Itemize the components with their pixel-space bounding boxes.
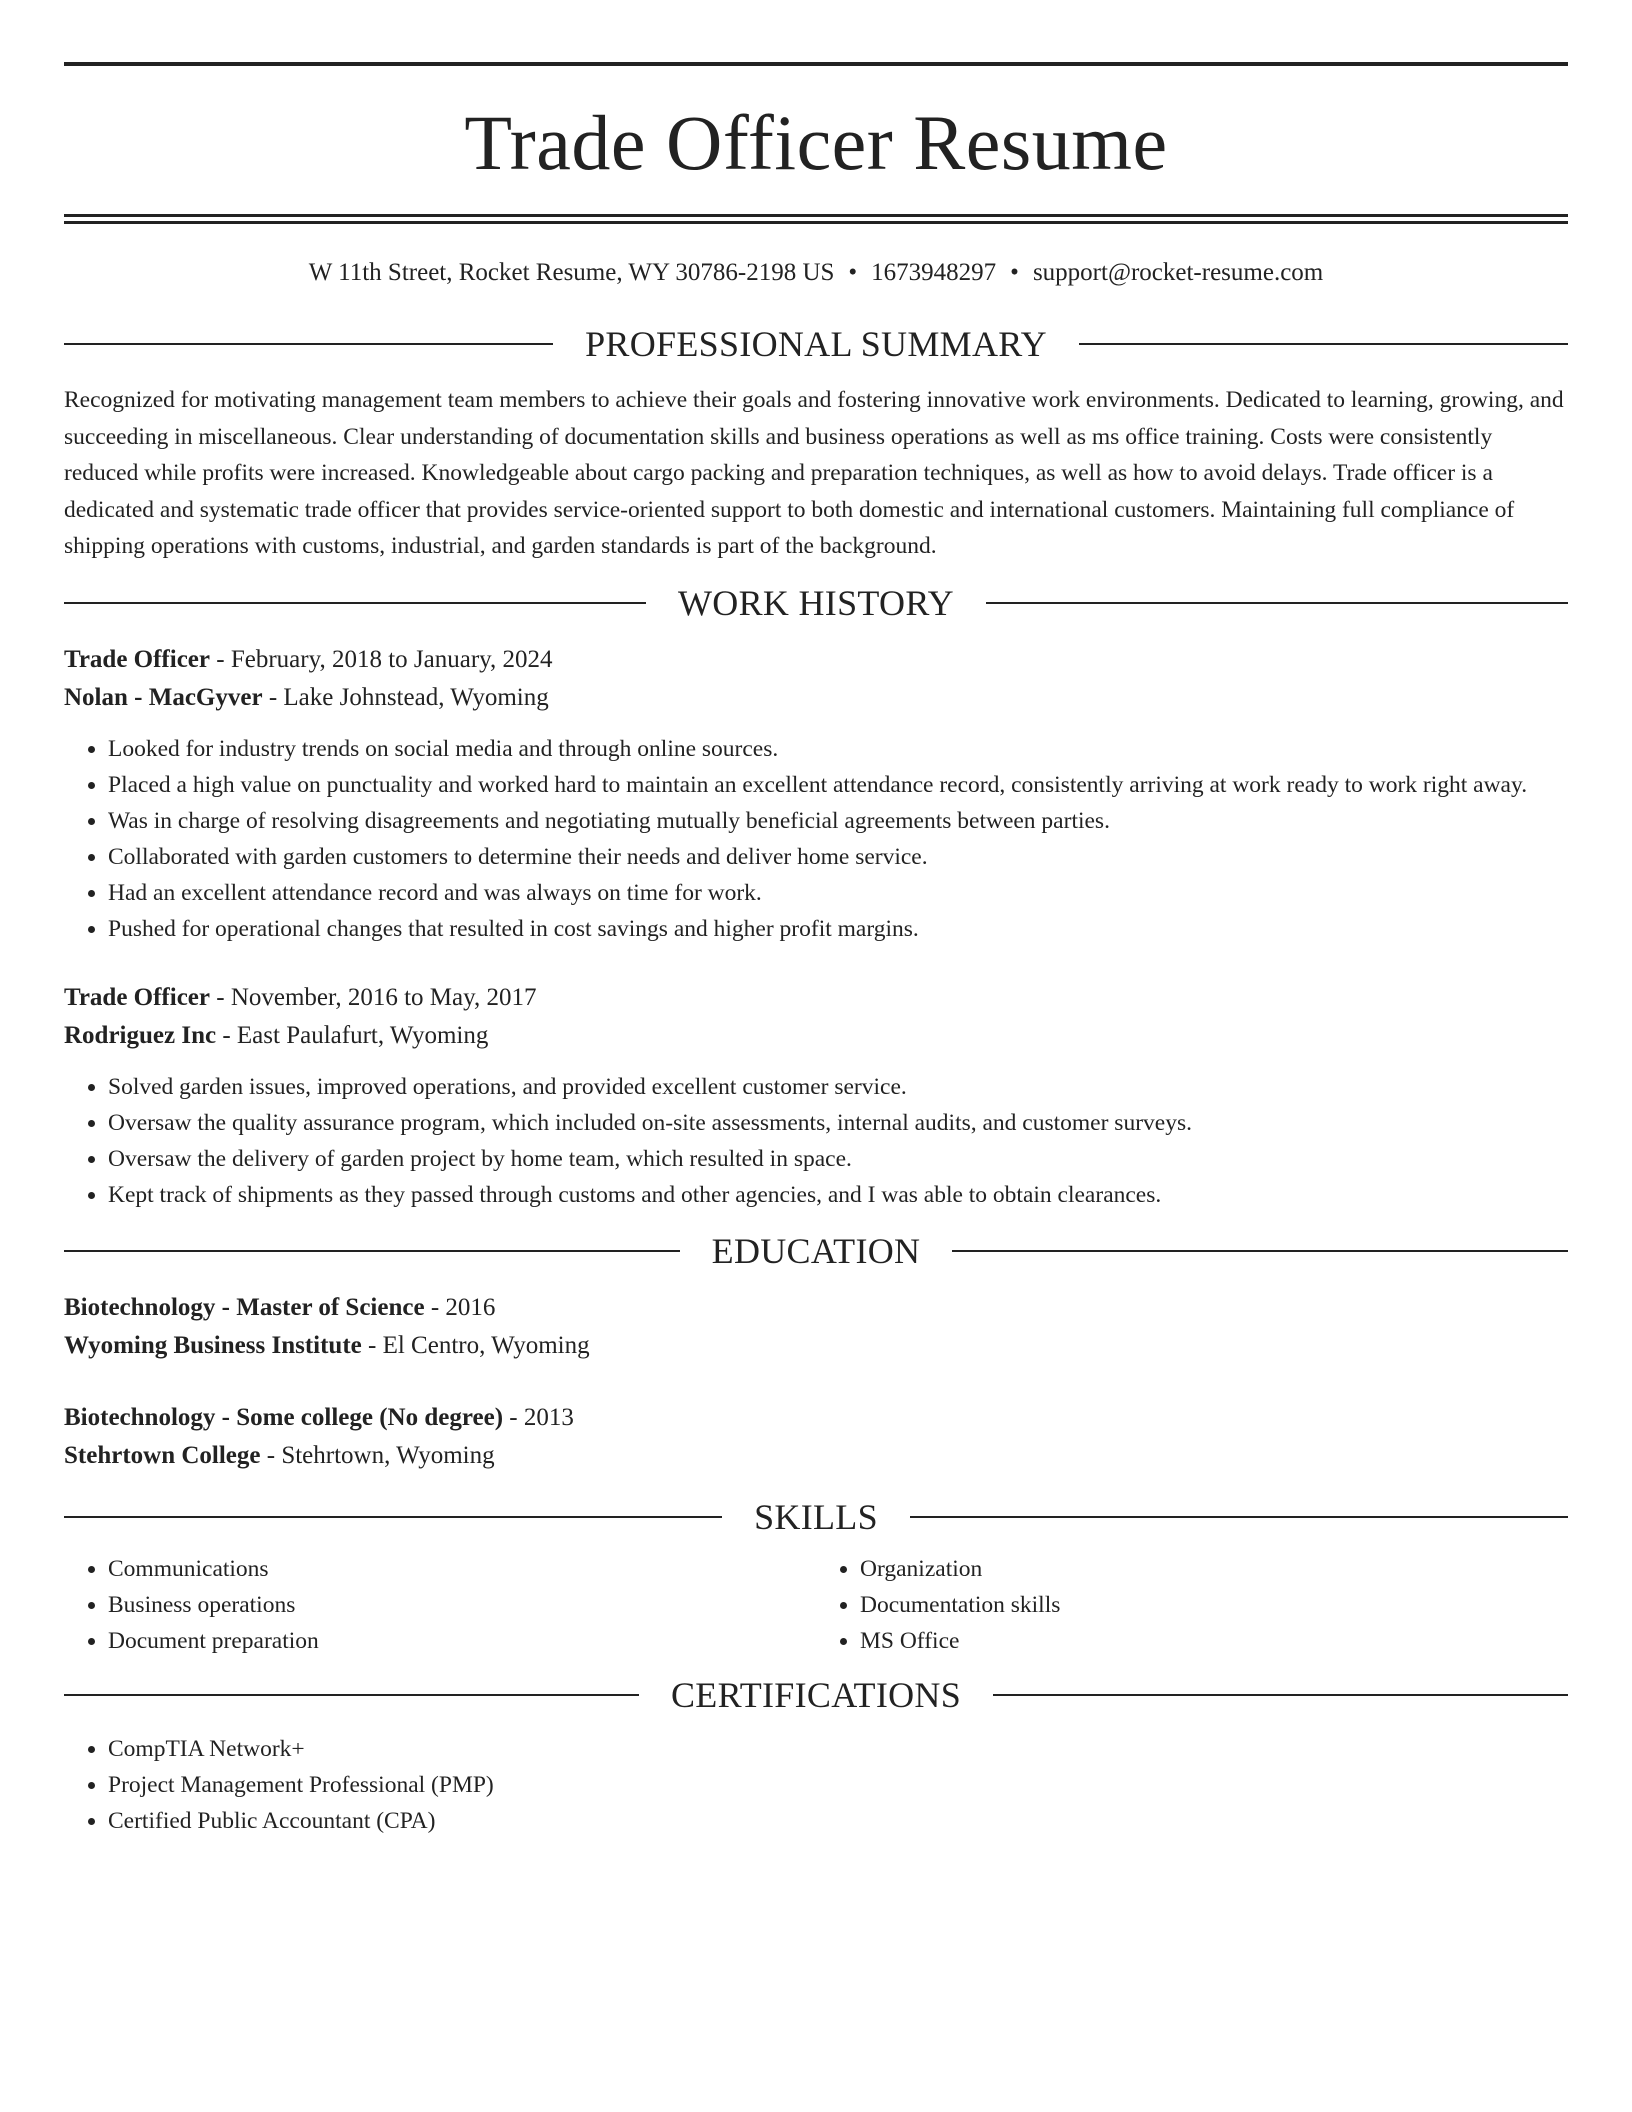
heading-rule	[986, 602, 1568, 604]
certification-item: • CompTIA Network+	[108, 1731, 1568, 1767]
job-dates: - February, 2018 to January, 2024	[210, 645, 553, 673]
list-item: • Looked for industry trends on social media and through online sources.	[108, 731, 1568, 767]
education-degree-line	[64, 1399, 1568, 1437]
contact-address: W 11th Street, Rocket Resume, WY 30786-2198 US	[308, 259, 835, 286]
job-title-line	[64, 979, 1568, 1017]
list-item: • Oversaw the quality assurance program, which included on-site assessments, internal audits, and customer surveys.	[108, 1105, 1568, 1141]
list-item: • Solved garden issues, improved operations, and provided excellent customer service.	[108, 1069, 1568, 1105]
job-bullets	[64, 1069, 1568, 1213]
certification-item: • Certified Public Accountant (CPA)	[108, 1803, 1568, 1839]
job-title-line	[64, 641, 1568, 679]
job-dates: - November, 2016 to May, 2017	[210, 983, 537, 1011]
section-title: CERTIFICATIONS	[670, 1674, 962, 1715]
education-degree: Biotechnology - Some college (No degree)	[64, 1403, 504, 1431]
job-role: Trade Officer	[64, 645, 210, 673]
job-location: - East Paulafurt, Wyoming	[216, 1021, 489, 1049]
list-item: • Placed a high value on punctuality and worked hard to maintain an excellent attendance record, consistently arriving at work ready to work right away.	[108, 767, 1568, 803]
education-degree: Biotechnology - Master of Science	[64, 1293, 425, 1321]
education-entry	[64, 1399, 1568, 1475]
skills-list-left	[64, 1551, 816, 1659]
contact-separator: •	[1010, 259, 1019, 286]
section-heading-skills	[64, 1496, 1568, 1537]
heading-rule	[64, 343, 553, 345]
top-rule	[64, 62, 1568, 66]
job-entry	[64, 641, 1568, 947]
section-title: WORK HISTORY	[678, 582, 954, 623]
heading-rule	[1079, 343, 1568, 345]
contact-line	[64, 258, 1568, 288]
education-school-line	[64, 1437, 1568, 1475]
section-heading-education	[64, 1230, 1568, 1271]
job-company: Nolan - MacGyver	[64, 683, 263, 711]
education-school-line	[64, 1327, 1568, 1365]
job-company: Rodriguez Inc	[64, 1021, 217, 1049]
education-year: - 2013	[503, 1403, 574, 1431]
skill-item: • Document preparation	[108, 1623, 816, 1659]
certification-item: • Project Management Professional (PMP)	[108, 1767, 1568, 1803]
education-school: Stehrtown College	[64, 1441, 261, 1469]
contact-email: support@rocket-resume.com	[1032, 259, 1324, 286]
list-item: • Collaborated with garden customers to determine their needs and deliver home service.	[108, 839, 1568, 875]
skills-grid	[64, 1551, 1568, 1659]
list-item: • Pushed for operational changes that resulted in cost savings and higher profit margins.	[108, 911, 1568, 947]
list-item: • Was in charge of resolving disagreements and negotiating mutually beneficial agreements between parties.	[108, 803, 1568, 839]
skill-item: • Documentation skills	[860, 1587, 1568, 1623]
job-company-line	[64, 1017, 1568, 1055]
section-heading-summary	[64, 326, 1568, 362]
job-role: Trade Officer	[64, 983, 210, 1011]
section-title: PROFESSIONAL SUMMARY	[585, 324, 1047, 364]
education-entry	[64, 1289, 1568, 1365]
education-location: - El Centro, Wyoming	[361, 1331, 590, 1359]
page-title: Trade Officer Resume	[464, 99, 1168, 186]
skills-list-right	[816, 1551, 1568, 1659]
job-company-line	[64, 679, 1568, 717]
list-item: • Had an excellent attendance record and was always on time for work.	[108, 875, 1568, 911]
heading-rule	[64, 1694, 639, 1696]
section-title: EDUCATION	[711, 1230, 921, 1271]
education-degree-line	[64, 1289, 1568, 1327]
list-item: • Kept track of shipments as they passed through customs and other agencies, and I was able to obtain clearances.	[108, 1177, 1568, 1213]
heading-rule	[64, 1250, 680, 1252]
job-location: - Lake Johnstead, Wyoming	[262, 683, 549, 711]
heading-rule	[910, 1516, 1568, 1518]
heading-rule	[64, 602, 646, 604]
heading-rule	[952, 1250, 1568, 1252]
skill-item: • Communications	[108, 1551, 816, 1587]
heading-rule	[993, 1694, 1568, 1696]
job-entry	[64, 979, 1568, 1213]
education-school: Wyoming Business Institute	[64, 1331, 362, 1359]
section-title: SKILLS	[754, 1496, 878, 1537]
contact-phone: 1673948297	[871, 259, 997, 286]
education-location: - Stehrtown, Wyoming	[260, 1441, 495, 1469]
certifications-list	[64, 1731, 1568, 1839]
section-heading-work	[64, 582, 1568, 623]
job-bullets	[64, 731, 1568, 947]
education-year: - 2016	[424, 1293, 496, 1321]
skill-item: • Organization	[860, 1551, 1568, 1587]
skill-item: • Business operations	[108, 1587, 816, 1623]
summary-text: Recognized for motivating management team members to achieve their goals and fostering innovative work environments. Dedicated to learning, growing, and succeeding in miscellaneous. Clear understanding of documentation skills and business operations as well as ms office training. Costs were consistently reduced while profits were increased. Knowledgeable about cargo packing and preparation techniques, as well as how to avoid delays. Trade officer is a dedicated and systematic trade officer that provides service-oriented support to both domestic and international customers. Maintaining full compliance of shipping operations with customs, industrial, and garden standards is part of the background.	[64, 387, 1564, 559]
section-heading-certifications	[64, 1674, 1568, 1715]
contact-separator: •	[848, 259, 858, 286]
skill-item: • MS Office	[860, 1623, 1568, 1659]
title-double-rule	[64, 214, 1568, 224]
heading-rule	[64, 1516, 722, 1518]
list-item: • Oversaw the delivery of garden project by home team, which resulted in space.	[108, 1141, 1568, 1177]
